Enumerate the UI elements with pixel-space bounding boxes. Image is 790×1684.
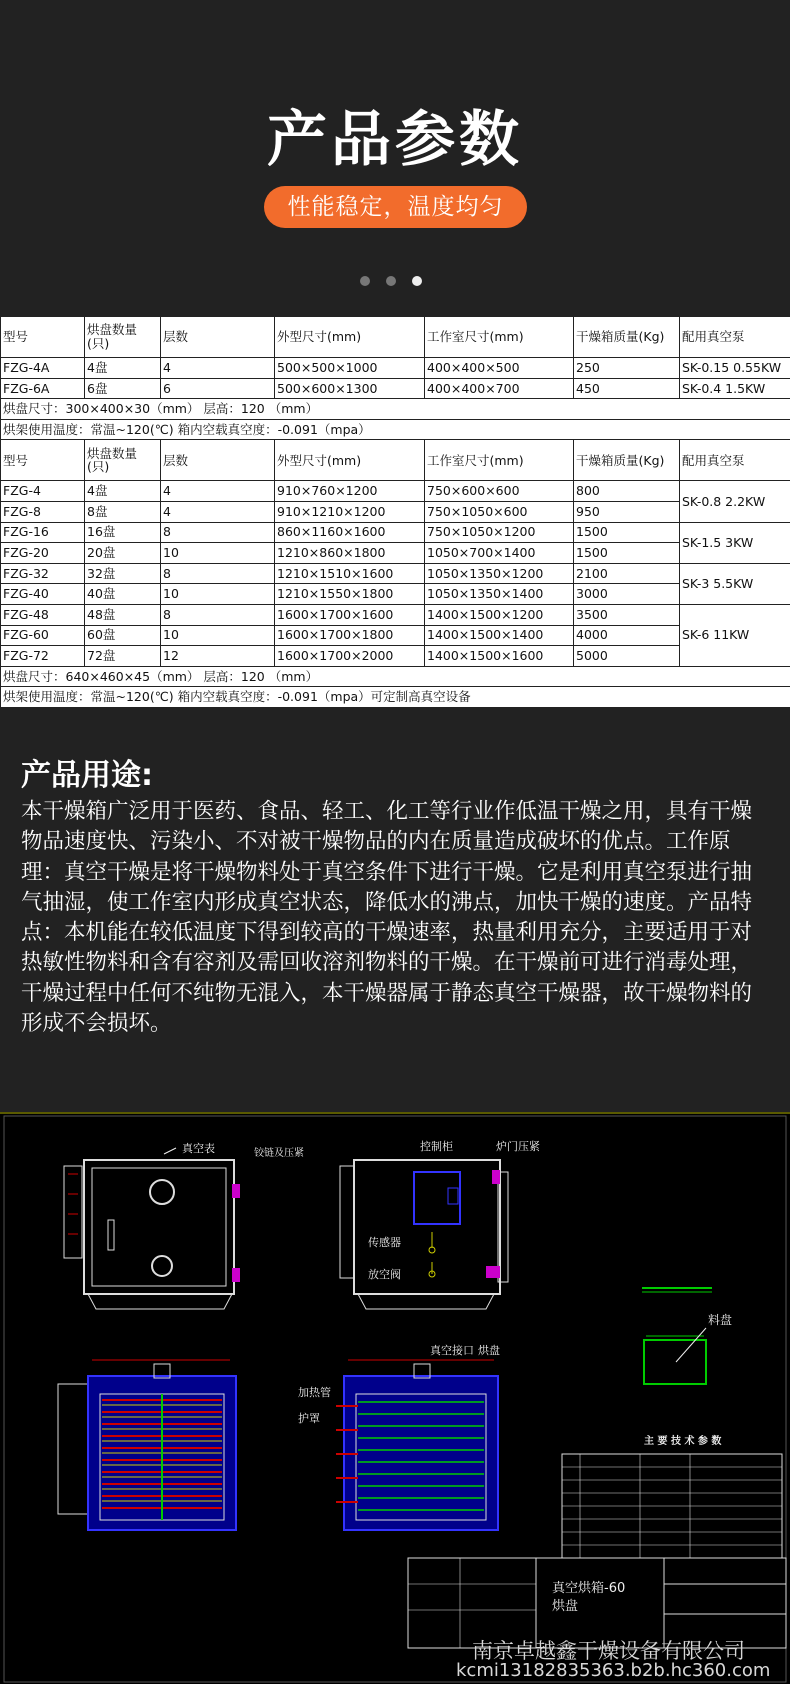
table-header-cell: 型号: [1, 317, 85, 358]
carousel-dot[interactable]: [386, 276, 396, 286]
table-header-cell: 烘盘数量(只): [85, 440, 161, 481]
usage-title: 产品用途:: [21, 758, 153, 793]
carousel-dot-active[interactable]: [412, 276, 422, 286]
table-cell: FZG-8: [1, 501, 85, 522]
side-view: [340, 1139, 540, 1309]
table-note: 烘盘尺寸：300×400×30（mm） 层高：120 （mm）: [1, 399, 790, 420]
table-row: [1, 604, 790, 625]
table-cell: 1210×1510×1600: [275, 563, 425, 584]
table-cell: 1210×1550×1800: [275, 584, 425, 605]
table-header-cell: 工作室尺寸(mm): [425, 440, 574, 481]
table-cell: 750×1050×1200: [425, 522, 574, 543]
table-note-row: [1, 399, 790, 420]
pump-cell: SK-1.5 3KW: [680, 522, 790, 563]
table-cell: SK-0.15 0.55KW: [680, 358, 790, 379]
table-cell: SK-0.4 1.5KW: [680, 378, 790, 399]
table-header-cell: 配用真空泵: [680, 317, 790, 358]
table-cell: 8: [161, 563, 275, 584]
tray-detail: [642, 1288, 732, 1384]
table-cell: FZG-72: [1, 646, 85, 667]
table-cell: 1600×1700×1800: [275, 625, 425, 646]
table-cell: FZG-40: [1, 584, 85, 605]
table-cell: FZG-20: [1, 543, 85, 564]
carousel-dot[interactable]: [360, 276, 370, 286]
table-note: 烘架使用温度：常温~120(℃) 箱内空载真空度：-0.091（mpa）可定制高真空设备: [1, 687, 790, 708]
table-row: [1, 481, 790, 502]
table-cell: 910×1210×1200: [275, 501, 425, 522]
label-vent-valve: 放空阀: [368, 1268, 401, 1281]
table-row: [1, 358, 790, 379]
table-cell: FZG-6A: [1, 378, 85, 399]
table-cell: 750×1050×600: [425, 501, 574, 522]
table-row: [1, 646, 790, 667]
table-cell: 4盘: [85, 358, 161, 379]
table-cell: 910×760×1200: [275, 481, 425, 502]
table-cell: 1400×1500×1200: [425, 604, 574, 625]
table-row: [1, 543, 790, 564]
table-cell: 400×400×500: [425, 358, 574, 379]
table-note-row: [1, 687, 790, 708]
front-inner-view: [58, 1360, 236, 1530]
table-cell: 450: [574, 378, 680, 399]
table-header-cell: 层数: [161, 440, 275, 481]
table-cell: 400×400×700: [425, 378, 574, 399]
table-note: 烘盘尺寸：640×460×45（mm） 层高：120 （mm）: [1, 666, 790, 687]
table-cell: 3000: [574, 584, 680, 605]
table-cell: 32盘: [85, 563, 161, 584]
table-header-cell: 层数: [161, 317, 275, 358]
spec-table-panel: [0, 316, 790, 708]
table-cell: FZG-32: [1, 563, 85, 584]
table-cell: 60盘: [85, 625, 161, 646]
table-cell: 10: [161, 584, 275, 605]
table-cell: 1050×700×1400: [425, 543, 574, 564]
cad-drawing-svg: [0, 1114, 790, 1684]
table-cell: 40盘: [85, 584, 161, 605]
table-cell: 8: [161, 604, 275, 625]
table-cell: 6盘: [85, 378, 161, 399]
table-cell: 1210×860×1800: [275, 543, 425, 564]
table-cell: 250: [574, 358, 680, 379]
table-cell: 20盘: [85, 543, 161, 564]
table-cell: 4: [161, 481, 275, 502]
table-cell: FZG-4A: [1, 358, 85, 379]
title-block-sub: 烘盘: [552, 1599, 579, 1614]
label-tray: 料盘: [708, 1313, 733, 1327]
table-cell: 12: [161, 646, 275, 667]
label-door-clamp: 炉门压紧: [496, 1140, 540, 1153]
table-cell: 4: [161, 358, 275, 379]
table-row: [1, 378, 790, 399]
table-note-row: [1, 666, 790, 687]
table-header-cell: 烘盘数量(只): [85, 317, 161, 358]
table-cell: 10: [161, 625, 275, 646]
spec-table: [0, 316, 790, 708]
table-cell: 4: [161, 501, 275, 522]
label-heating-tube: 加热管: [298, 1386, 331, 1399]
label-guard-plate: 护罩: [298, 1412, 320, 1425]
carousel-dots: [360, 276, 430, 288]
subtitle-badge: 性能稳定，温度均匀: [264, 186, 527, 228]
table-cell: 4盘: [85, 481, 161, 502]
table-cell: 8盘: [85, 501, 161, 522]
table-cell: 1500: [574, 522, 680, 543]
table-cell: 1600×1700×2000: [275, 646, 425, 667]
table-cell: 1400×1500×1600: [425, 646, 574, 667]
table-cell: 1600×1700×1600: [275, 604, 425, 625]
table-cell: 6: [161, 378, 275, 399]
pump-cell: SK-0.8 2.2KW: [680, 481, 790, 522]
table-header-cell: 外型尺寸(mm): [275, 317, 425, 358]
table-cell: 860×1160×1600: [275, 522, 425, 543]
table-cell: FZG-16: [1, 522, 85, 543]
table-cell: 16盘: [85, 522, 161, 543]
technical-drawing: [0, 1112, 790, 1684]
table-cell: 750×600×600: [425, 481, 574, 502]
param-table-title: 主 要 技 术 参 数: [644, 1436, 722, 1447]
table-cell: 1500: [574, 543, 680, 564]
table-cell: 48盘: [85, 604, 161, 625]
table-header-cell: 干燥箱质量(Kg): [574, 317, 680, 358]
table-row: [1, 522, 790, 543]
pump-cell: SK-6 11KW: [680, 604, 790, 666]
table-cell: 950: [574, 501, 680, 522]
side-inner-view: [298, 1343, 500, 1530]
table-header-cell: 配用真空泵: [680, 440, 790, 481]
table-cell: 500×600×1300: [275, 378, 425, 399]
table-cell: 1050×1350×1200: [425, 563, 574, 584]
front-view: [64, 1141, 304, 1309]
table-cell: FZG-60: [1, 625, 85, 646]
table-note-row: [1, 419, 790, 440]
table-cell: 8: [161, 522, 275, 543]
label-control-box: 控制柜: [420, 1140, 453, 1153]
label-hinge-clamp: 铰链及压紧: [254, 1148, 304, 1159]
label-bake-tray: 烘盘: [478, 1344, 500, 1357]
label-vacuum-port: 真空接口: [430, 1344, 474, 1357]
table-row: [1, 563, 790, 584]
table-cell: 1050×1350×1400: [425, 584, 574, 605]
table-cell: 800: [574, 481, 680, 502]
page-title: 产品参数: [267, 105, 523, 175]
table-cell: 500×500×1000: [275, 358, 425, 379]
table-cell: 2100: [574, 563, 680, 584]
table-header-row: [1, 440, 790, 481]
label-vacuum-gauge: 真空表: [182, 1142, 215, 1155]
pump-cell: SK-3 5.5KW: [680, 563, 790, 604]
table-row: [1, 501, 790, 522]
table-cell: 5000: [574, 646, 680, 667]
table-header-cell: 干燥箱质量(Kg): [574, 440, 680, 481]
watermark-company: 南京卓越鑫干燥设备有限公司: [472, 1639, 745, 1663]
table-header-cell: 外型尺寸(mm): [275, 440, 425, 481]
table-header-cell: 型号: [1, 440, 85, 481]
table-cell: 3500: [574, 604, 680, 625]
table-cell: 72盘: [85, 646, 161, 667]
table-header-row: [1, 317, 790, 358]
watermark-site: kcmi13182835363.b2b.hc360.com: [456, 1660, 771, 1681]
table-header-cell: 工作室尺寸(mm): [425, 317, 574, 358]
table-cell: 1400×1500×1400: [425, 625, 574, 646]
table-cell: FZG-4: [1, 481, 85, 502]
label-sensor: 传感器: [368, 1236, 401, 1249]
table-row: [1, 584, 790, 605]
table-cell: FZG-48: [1, 604, 85, 625]
table-cell: 10: [161, 543, 275, 564]
param-table: [562, 1434, 782, 1558]
usage-text: 本干燥箱广泛用于医药、食品、轻工、化工等行业作低温干燥之用，具有干燥物品速度快、污染小、不对被干燥物品的内在质量造成破坏的优点。工作原理：真空干燥是将干燥物料处于真空条件下进行干燥。它是利用真空泵进行抽气抽湿，使工作室内形成真空状态，降低水的沸点，加快干燥的速度。产品特点：本机能在较低温度下得到较高的干燥速率，热量利用充分，主要适用于对热敏性物料和含有容剂及需回收溶剂物料的干燥。在干燥前可进行消毒处理，干燥过程中任何不纯物无混入，本干燥器属于静态真空干燥器，故干燥物料的形成不会损坏。: [21, 799, 753, 1037]
table-row: [1, 625, 790, 646]
title-block-name: 真空烘箱-60: [552, 1581, 626, 1596]
table-cell: 4000: [574, 625, 680, 646]
table-note: 烘架使用温度：常温~120(℃) 箱内空载真空度：-0.091（mpa）: [1, 419, 790, 440]
